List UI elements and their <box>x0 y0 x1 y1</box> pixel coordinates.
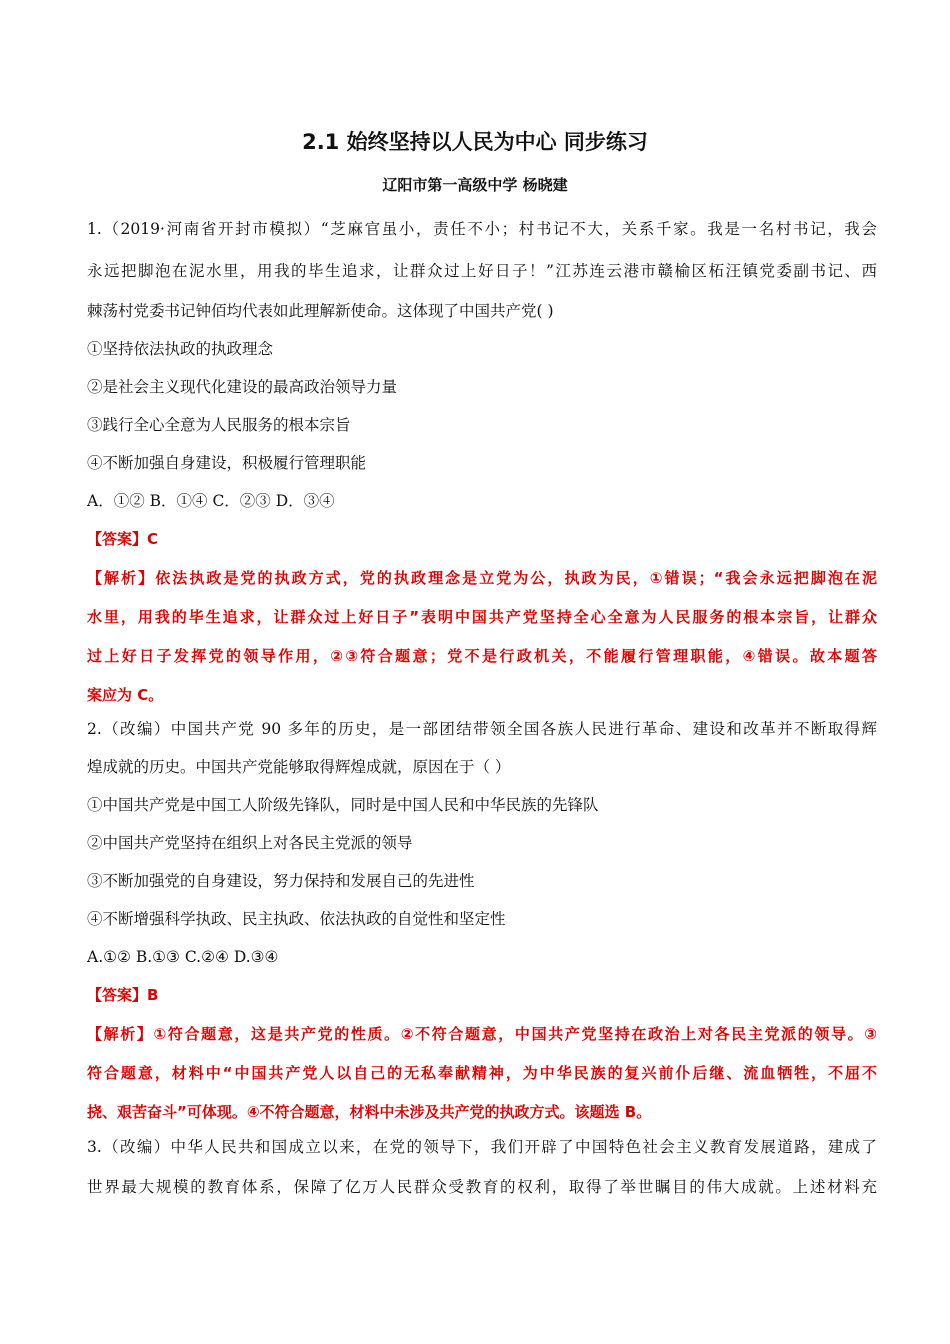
answer-value: B <box>147 986 159 1004</box>
q1-option: ①坚持依法执政的执政理念 <box>87 340 274 358</box>
q2-stem-line: 2.（改编）中国共产党 90 多年的历史，是一部团结带领全国各族人民进行革命、建设和改革并不断取得辉 <box>87 720 877 738</box>
q1-analysis-line: 案应为 C。 <box>87 686 164 704</box>
q2-answer <box>87 984 877 1006</box>
analysis-label: 【解析】 <box>87 1025 154 1043</box>
answer-label: 【答案】 <box>87 530 148 548</box>
analysis-label: 【解析】 <box>87 569 156 587</box>
q1-answer <box>87 528 877 550</box>
q2-option: ①中国共产党是中国工人阶级先锋队，同时是中国人民和中华民族的先锋队 <box>87 796 599 814</box>
q1-option: ③践行全心全意为人民服务的根本宗旨 <box>87 416 351 434</box>
q2-option: ③不断加强党的自身建设，努力保持和发展自己的先进性 <box>87 872 475 890</box>
q2-option: ②中国共产党坚持在组织上对各民主党派的领导 <box>87 834 413 852</box>
q2-analysis-line <box>87 1023 877 1045</box>
q1-stem-line: 1.（2019·河南省开封市模拟）“芝麻官虽小，责任不小；村书记不大，关系千家。我是一名村书记，我会 <box>87 220 877 238</box>
answer-label: 【答案】 <box>87 986 148 1004</box>
analysis-text: ①符合题意，这是共产党的性质。②不符合题意，中国共产党坚持在政治上对各民主党派的领导。③ <box>153 1025 877 1043</box>
q1-stem-line: 棘荡村党委书记钟佰均代表如此理解新使命。这体现了中国共产党( ) <box>87 302 554 320</box>
author-line: 辽阳市第一高级中学 杨晓建 <box>382 176 568 194</box>
q3-stem-line: 世界最大规模的教育体系，保障了亿万人民群众受教育的权利，取得了举世瞩目的伟大成就。上述材料充 <box>87 1178 877 1196</box>
page-title: 2.1 始终坚持以人民为中心 同步练习 <box>302 130 648 154</box>
q1-stem-line: 永远把脚泡在泥水里，用我的毕生追求，让群众过上好日子！”江苏连云港市赣榆区柘汪镇党委副书记、西 <box>87 262 877 280</box>
q1-choices: A．①② B．①④ C．②③ D．③④ <box>87 492 335 510</box>
q1-analysis-line: 水里，用我的毕生追求，让群众过上好日子”表明中国共产党坚持全心全意为人民服务的根本宗旨，让群众 <box>87 608 877 626</box>
q2-analysis-line: 符合题意，材料中“中国共产党人以自己的无私奉献精神，为中华民族的复兴前仆后继、流血牺牲，不屈不 <box>87 1064 877 1082</box>
q1-option: ④不断加强自身建设，积极履行管理职能 <box>87 454 367 472</box>
answer-value: C <box>147 530 159 548</box>
q1-analysis-line <box>87 567 877 589</box>
q1-option: ②是社会主义现代化建设的最高政治领导力量 <box>87 378 398 396</box>
q2-choices: A.①② B.①③ C.②④ D.③④ <box>87 948 279 966</box>
q2-stem-line: 煌成就的历史。中国共产党能够取得辉煌成就，原因在于（ ） <box>87 758 511 776</box>
q3-stem-line: 3.（改编）中华人民共和国成立以来，在党的领导下，我们开辟了中国特色社会主义教育发展道路，建成了 <box>87 1138 877 1156</box>
q2-option: ④不断增强科学执政、民主执政、依法执政的自觉性和坚定性 <box>87 910 506 928</box>
q1-analysis-line: 过上好日子发挥党的领导作用，②③符合题意；党不是行政机关，不能履行管理职能，④错误。故本题答 <box>87 647 877 665</box>
analysis-text: 依法执政是党的执政方式，党的执政理念是立党为公，执政为民，①错误；“我会永远把脚泡在泥 <box>155 569 877 587</box>
q2-analysis-line: 挠、艰苦奋斗”可体现。④不符合题意，材料中未涉及共产党的执政方式。该题选 B。 <box>87 1103 652 1121</box>
